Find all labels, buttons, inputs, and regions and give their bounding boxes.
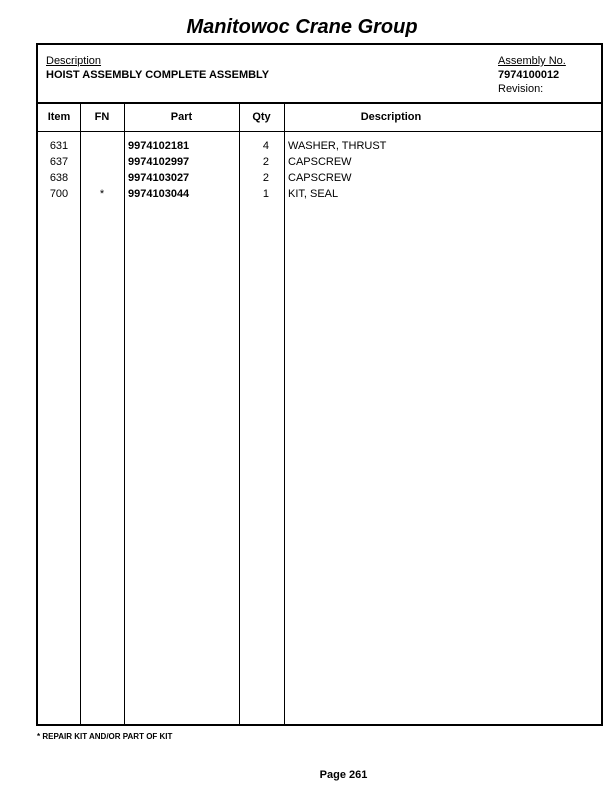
quantity: 1: [262, 188, 269, 200]
column-header-item: Item: [47, 111, 71, 123]
header-divider: [38, 102, 601, 104]
page-title: Manitowoc Crane Group: [186, 16, 418, 38]
part-number: 9974103027: [128, 172, 190, 184]
column-header-divider: [38, 131, 601, 132]
quantity: 4: [262, 140, 269, 152]
page-number: Page 261: [319, 769, 368, 781]
table-row: [38, 188, 601, 204]
item-number: 637: [49, 156, 69, 168]
part-number: 9974102181: [128, 140, 190, 152]
column-header-fn: FN: [94, 111, 110, 123]
description-label: Description: [46, 55, 102, 67]
quantity: 2: [262, 172, 269, 184]
assembly-value: 7974100012: [498, 69, 560, 81]
footnote: * REPAIR KIT AND/OR PART OF KIT: [37, 732, 173, 741]
fn-mark: *: [99, 188, 105, 200]
table-row: [38, 172, 601, 188]
item-number: 700: [49, 188, 69, 200]
parts-list-frame: [36, 43, 603, 726]
table-row: [38, 156, 601, 172]
part-number: 9974103044: [128, 188, 190, 200]
part-description: WASHER, THRUST: [288, 140, 387, 152]
column-header-description: Description: [360, 111, 422, 123]
table-row: [38, 140, 601, 156]
item-number: 631: [49, 140, 69, 152]
revision-label: Revision:: [498, 83, 544, 95]
part-number: 9974102997: [128, 156, 190, 168]
assembly-label: Assembly No.: [498, 55, 566, 67]
item-number: 638: [49, 172, 69, 184]
quantity: 2: [262, 156, 269, 168]
part-description: KIT, SEAL: [288, 188, 339, 200]
part-description: CAPSCREW: [288, 172, 352, 184]
part-description: CAPSCREW: [288, 156, 352, 168]
description-value: HOIST ASSEMBLY COMPLETE ASSEMBLY: [46, 69, 270, 81]
column-header-qty: Qty: [252, 111, 271, 123]
column-header-part: Part: [170, 111, 193, 123]
